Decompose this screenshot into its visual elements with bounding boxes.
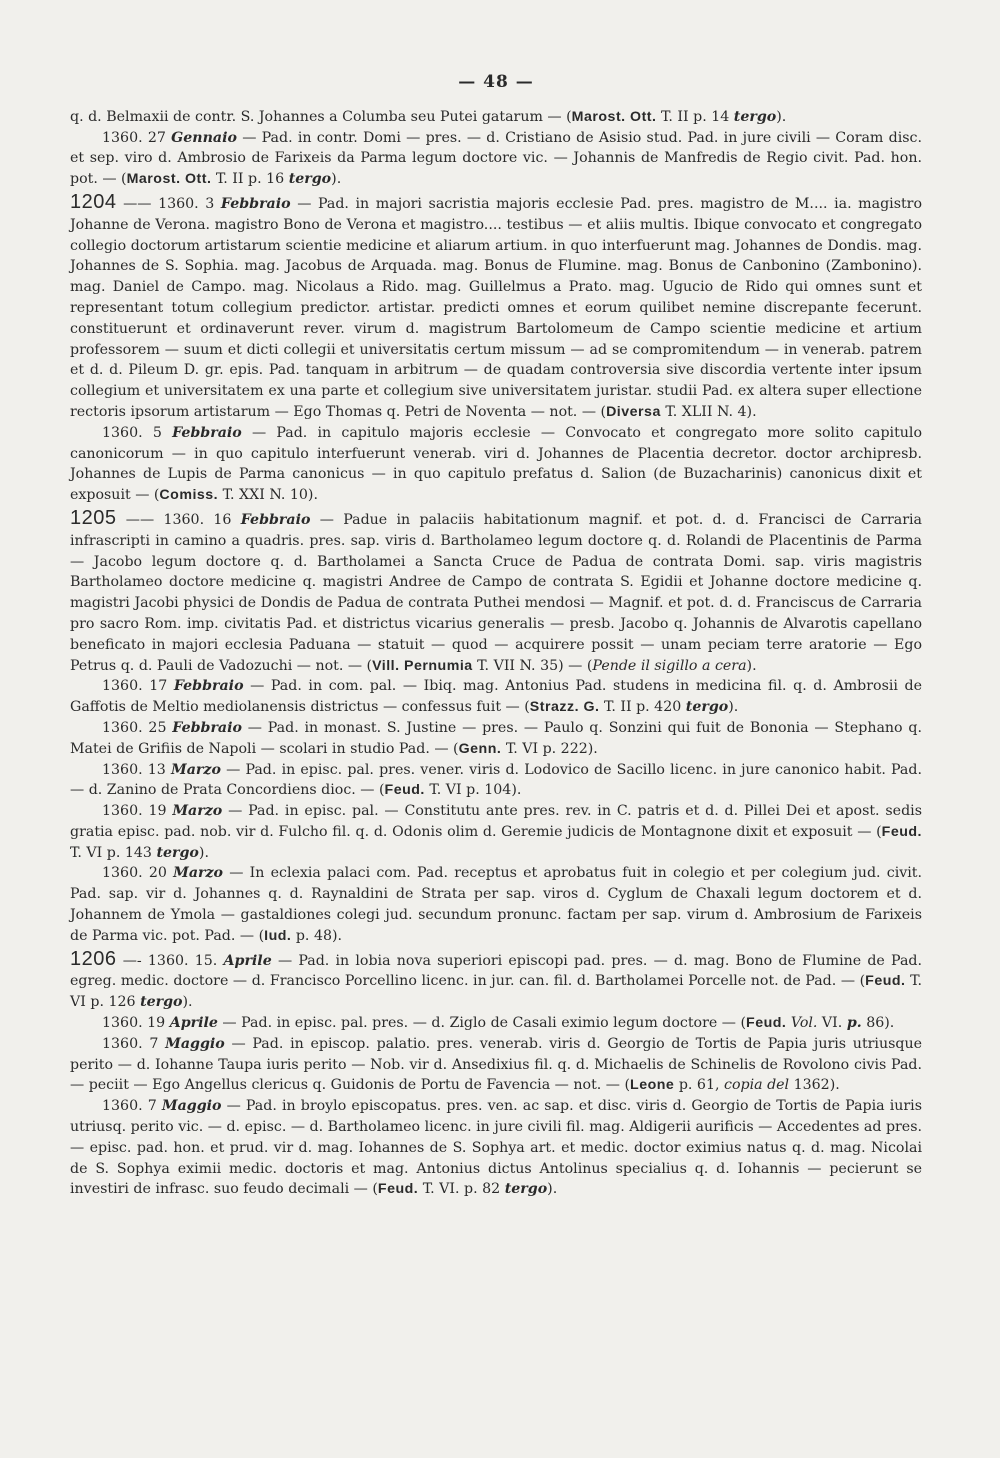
source-reference: Iud. — [264, 927, 292, 944]
document-entry — [70, 192, 922, 423]
text-run: p. 48). — [291, 927, 343, 944]
text-run: T. VI p. 126 — [70, 973, 922, 1011]
paragraph — [70, 1013, 922, 1034]
italic-date: Marzo — [172, 803, 223, 820]
italic-date: Maggio — [165, 1035, 225, 1052]
italic-date: tergo — [733, 108, 777, 125]
italic-date: Febbraio — [172, 424, 242, 441]
text-run: 1360. 25 — [102, 719, 173, 736]
text-run: — Pad. in lobia nova superiori episcopi pad. pres. — d. mag. Bono de Flumine de Pad. egreg. medic. doctore — d. Francisco Porcellino licenc. in jur. can. fil. d. Bartholamei Porcelle not. de Pad. — ( — [70, 952, 922, 990]
text-run: — Pad. in capitulo majoris ecclesie — Convocato et congregato more solito capitulo canonicorum — in quo capitulo interfuerunt venerab. viri d. Johannes de Placentia decretor. doctor archipresb. Johannes de Lupis de Parma canonicus — in quo capitulo prefatus d. Salion (de Buzacharinis) canonicus dixit et exposuit — ( — [70, 424, 922, 504]
text-run: —— 1360. 3 — [116, 195, 221, 212]
italic-date: tergo — [685, 699, 729, 716]
text-run: —— 1360. 16 — [116, 511, 241, 528]
text-run: —- 1360. 15. — [116, 952, 224, 969]
text-run: 1360. 7 — [102, 1035, 166, 1052]
text-run: ). — [198, 844, 209, 861]
italic-date: p. — [846, 1015, 862, 1032]
italic-date: Gennaio — [171, 129, 237, 146]
italic-date: Marzo — [173, 865, 224, 882]
text-run: ). — [547, 1181, 558, 1198]
source-reference: Leone — [630, 1077, 675, 1094]
text-run: 1360. 19 — [102, 803, 173, 820]
text-run: — Pad. in episc. pal. pres. — d. Ziglo de Casali eximio legum doctore — ( — [217, 1015, 747, 1032]
paragraph — [70, 676, 922, 718]
text-run: T. VII N. 35) — ( — [472, 657, 593, 674]
text-run: p. 61, — [674, 1077, 724, 1094]
text-run: ). — [746, 657, 757, 674]
body-text — [70, 107, 922, 1200]
source-reference: Marost. Ott. — [126, 171, 212, 188]
source-reference: Feud. — [746, 1015, 787, 1032]
source-reference: Marost. Ott. — [571, 108, 657, 125]
text-run: 1362). — [789, 1077, 840, 1094]
text-run: — In eclexia palaci com. Pad. receptus et aprobatus fuit in colegio et per colegium jud. civit. Pad. sap. vir d. Johannes q. d. Raynaldini de Strata per sap. viros d. Cyglum de Chaxali legum doctorem et d. Johannem de Ymola — gastaldiones colegi jud. secundum pronunc. factam per sap. virum d. Ambrosium de Farixeis de Parma vic. pot. Pad. — ( — [70, 865, 922, 944]
paragraph — [70, 107, 922, 128]
paragraph — [70, 128, 922, 190]
paragraph — [70, 718, 922, 760]
source-reference: Feud. — [377, 1181, 419, 1198]
text-run: T. VI p. 222). — [501, 740, 598, 757]
text-run: T. VI p. 143 — [70, 844, 157, 861]
italic-date: tergo — [140, 994, 183, 1011]
text-run: — Padue in palaciis habitationum magnif. et pot. d. d. Francisci de Carraria infrascripti in camino a quadris. pres. sap. viris d. Bartholameo legum doctore q. d. Rolandi de Placentinis de Parma — Jacobo legum doctore q. d. Bartholamei a Sancta Cruce de Padua de contrata Domi. sap. viris magistris Bartholameo doctore medicine q. magistri Andree de Campo de contrata S. Egidii et Johanne doctore medicine q. magistri Jacobi physici de Dondis de Padua de contrata Puthei mendosi — Magnif. et pot. d. d. Franciscus de Carraria pro sacro Rom. imp. civitatis Pad. et districtus vicarius generalis — presb. Jacobo q. Johannis de Alvarotis capellano beneficato in majori ecclesia Paduana — statuit — quod — acquirere possit — unam peciam terre aratorie — Ego Petrus q. d. Pauli de Vadozuchi — not. — ( — [70, 511, 922, 674]
text-run: — Pad. in episcop. palatio. pres. venerab. viris d. Georgio de Tortis de Papia juris utriusque perito — d. Iohanne Taupa iuris perito — Nob. vir d. Ansedixius fil. q. d. Michaelis de Schinelis de Rovolono civis Pad. — peciit — Ego Angellus clericus q. Guidonis de Portu de Favencia — not. — ( — [70, 1035, 922, 1094]
italic-note: Pende il sigillo a cera — [592, 657, 747, 674]
paragraph — [70, 1096, 922, 1200]
text-run: 1360. 5 — [102, 424, 173, 441]
italic-date: Febbraio — [173, 678, 244, 695]
italic-note: copia del — [724, 1077, 790, 1094]
text-run: ). — [182, 994, 193, 1011]
source-reference: Genn. — [458, 740, 502, 757]
paragraph — [70, 423, 922, 506]
document-entry — [70, 949, 922, 1013]
text-run: 1360. 7 — [102, 1098, 162, 1115]
source-reference: Comiss. — [159, 487, 219, 504]
text-run: 1360. 13 — [102, 761, 172, 778]
text-run: T. II p. 420 — [599, 699, 686, 716]
paragraph — [70, 760, 922, 802]
italic-note: Vol. — [790, 1015, 818, 1032]
text-run: 1360. 27 — [102, 129, 172, 146]
text-run: — Pad. in contr. Domi — pres. — d. Cristiano de Asisio stud. Pad. in jure civili — Coram disc. et sep. viro d. Ambrosio de Farixeis da Parma legum doctore vic. — Johannis de Manfredis de Regio civit. Pad. hon. pot. — ( — [70, 129, 922, 188]
italic-date: Maggio — [161, 1098, 222, 1115]
paragraph — [70, 801, 922, 863]
text-run: 1360. 20 — [102, 865, 174, 882]
italic-date: Aprile — [223, 952, 272, 969]
text-run: T. VI. p. 82 — [418, 1181, 505, 1198]
text-run: ). — [776, 108, 787, 125]
italic-date: Febbraio — [172, 719, 242, 736]
source-reference: Feud. — [881, 823, 922, 840]
text-run: — Pad. in monast. S. Justine — pres. — Paulo q. Sonzini qui fuit de Bononia — Stephano q. Matei de Grifiis de Napoli — scolari in studio Pad. — ( — [70, 719, 922, 757]
text-run: ). — [728, 699, 739, 716]
text-run: T. XLII N. 4). — [660, 403, 757, 420]
page-number: — 48 — — [458, 72, 534, 92]
source-reference: Diversa — [606, 403, 661, 420]
source-reference: Strazz. G. — [529, 699, 600, 716]
italic-date: tergo — [288, 171, 332, 188]
italic-date: tergo — [504, 1181, 548, 1198]
italic-date: Febbraio — [220, 195, 291, 212]
source-reference: Feud. — [865, 973, 906, 990]
text-run: q. d. Belmaxii de contr. S. Johannes a Columba seu Putei gatarum — ( — [70, 108, 572, 125]
italic-date: tergo — [156, 844, 199, 861]
italic-date: Aprile — [169, 1015, 218, 1032]
paragraph — [70, 863, 922, 946]
source-reference: Vill. Pernumia — [372, 657, 473, 674]
text-run: 1360. 19 — [102, 1015, 170, 1032]
source-reference: Feud. — [384, 782, 425, 799]
text-run: ). — [331, 171, 342, 188]
text-run: T. II p. 16 — [211, 171, 289, 188]
text-run: 1360. 17 — [102, 678, 174, 695]
document-number: 1204 — [70, 190, 117, 213]
text-run: — Pad. in com. pal. — Ibiq. mag. Antonius Pad. studens in medicina fil. q. d. Ambrosii de Gaffotis de Meltio mediolanensis districtus — confessus fuit — ( — [70, 678, 922, 716]
document-entry — [70, 508, 922, 676]
document-number: 1206 — [70, 947, 117, 970]
text-run: VI. — [817, 1015, 847, 1032]
text-run: T. VI p. 104). — [424, 782, 522, 799]
text-run: T. XXI N. 10). — [218, 487, 318, 504]
paragraph — [70, 1034, 922, 1096]
text-run: — Pad. in episc. pal. pres. vener. viris d. Lodovico de Sacillo licenc. in jure canonico habit. Pad. — d. Zanino de Prata Concordiens dioc. — ( — [70, 761, 922, 799]
italic-date: Marzo — [171, 761, 221, 778]
text-run: 86). — [861, 1015, 895, 1032]
text-run: — Pad. in broylo episcopatus. pres. ven. ac sap. et disc. viris d. Georgio de Tortis de Papia iuris utriusq. perito vic. — d. episc. — d. Bartholameo licenc. in jure civili fil. mag. Aldigerii aurificis — Accedentes ad pres. — episc. pad. hon. et prud. vir d. mag. Iohannes de S. Sophya art. et medic. doctor eximius natus q. d. mag. Nicolai de S. Sophya eximii medic. doctoris et mag. Antonius dictus Antolinus specialius q. d. Iohannis — pecierunt se investiri de infrasc. suo feudo decimali — ( — [70, 1098, 922, 1198]
text-run: — Pad. in episc. pal. — Constitutu ante pres. rev. in C. patris et d. d. Pillei Dei et apost. sedis gratia episc. pad. nob. vir d. Fulcho fil. q. d. Odonis olim d. Geremie judicis de Montagnone dixit et exposuit — ( — [70, 803, 922, 840]
document-number: 1205 — [70, 506, 117, 529]
italic-date: Febbraio — [240, 511, 311, 528]
text-run: — Pad. in majori sacristia majoris ecclesie Pad. pres. magistro de M.... ia. magistro Johanne de Verona. magistro Bono de Verona et magistro.... testibus — et aliis multis. Ibique convocato et congregato collegio doctorum artistarum scientie medicine et aliarum artium. in quo interfuerunt mag. Johannes de Dondis. mag. Johannes de S. Sophia. mag. Jacobus de Arquada. mag. Bonus de Flumine. mag. Bonus de Canbonino (Zambonino). mag. Daniel de Campo. mag. Nicolaus a Rido. mag. Guillelmus a Prato. mag. Ugucio de Rido qui omnes sunt et representant totum collegium predictor. artistar. predicti omnes et eorum quilibet nemine discrepante fecerunt. constituerunt et ordinaverunt rever. virum d. magistrum Bartolomeum de Campo scientie medicine et artium professorem — suum et dicti collegii et universitatis certum missum — ad se compromitendum — in venerab. patrem et d. d. Pileum D. gr. epis. Pad. tanquam in arbitrum — de quadam controversia sive discordia vertente inter ipsum collegium et universitatem ex una parte et collegium sive universitatem juristar. studii Pad. ex altera super ellectione rectoris ipsorum artistarum — Ego Thomas q. Petri de Noventa — not. — ( — [70, 195, 923, 420]
text-run: T. II p. 14 — [656, 108, 734, 125]
